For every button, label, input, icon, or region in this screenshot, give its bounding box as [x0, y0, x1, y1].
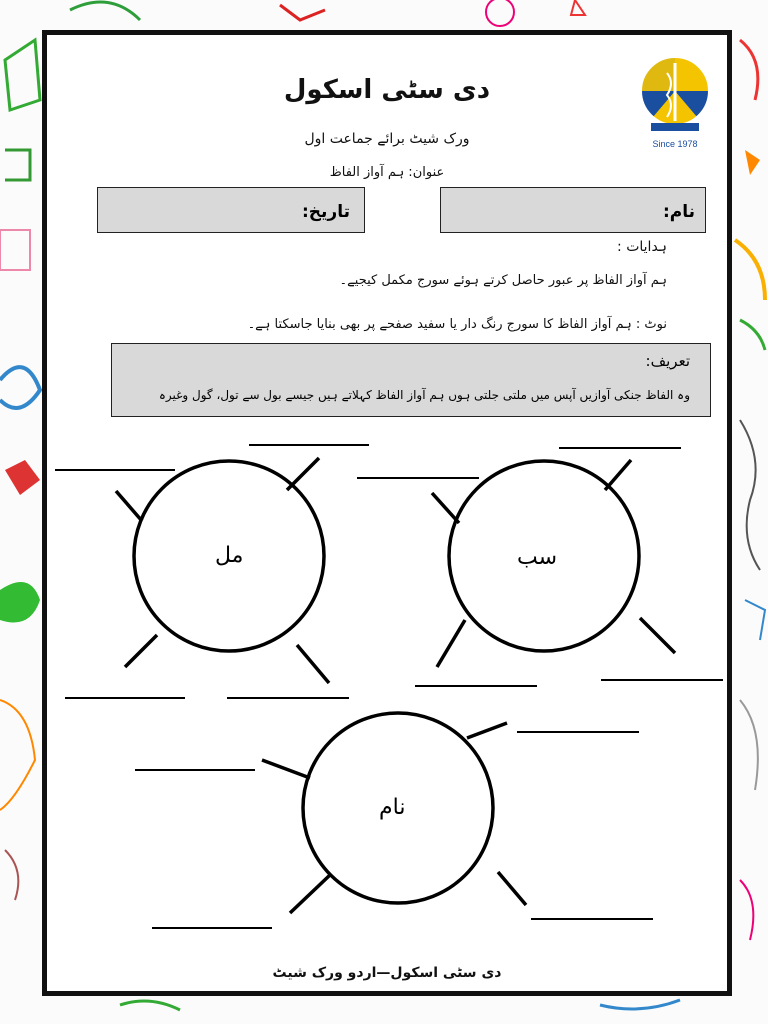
worksheet-subtitle: ورک شیٹ برائے جماعت اول	[304, 131, 470, 147]
logo-since-text: Since 1978	[652, 139, 698, 149]
name-label: نام:	[662, 202, 695, 222]
sun-word-3: نام	[379, 795, 406, 820]
sun-word-2: مل	[215, 543, 244, 568]
worksheet-topic: عنوان: ہم آواز الفاظ	[329, 165, 445, 180]
sun-word-1: سب	[517, 545, 558, 570]
word-suns	[47, 35, 727, 991]
definition-heading: تعریف:	[645, 352, 690, 370]
worksheet-page	[42, 30, 732, 996]
date-label: تاریخ:	[302, 202, 350, 222]
page-footer: دی سٹی اسکول—اردو ورک شیٹ	[272, 965, 502, 981]
instructions-heading: ہدایات :	[617, 239, 667, 255]
instructions-line-2: نوٹ : ہم آواز الفاظ کا سورج رنگ دار یا سفید صفحے پر بھی بنایا جاسکتا ہے۔	[247, 317, 667, 332]
definition-text: وہ الفاظ جنکی آوازیں آپس میں ملتی جلتی ہوں ہم آواز الفاظ کہلاتے ہیں جیسے بول سے تول، گول وغیرہ	[158, 388, 690, 402]
page-title: دی سٹی اسکول	[283, 75, 491, 105]
instructions-line-1: ہم آواز الفاظ پر عبور حاصل کرتے ہوئے سورج مکمل کیجیے۔	[339, 273, 667, 288]
